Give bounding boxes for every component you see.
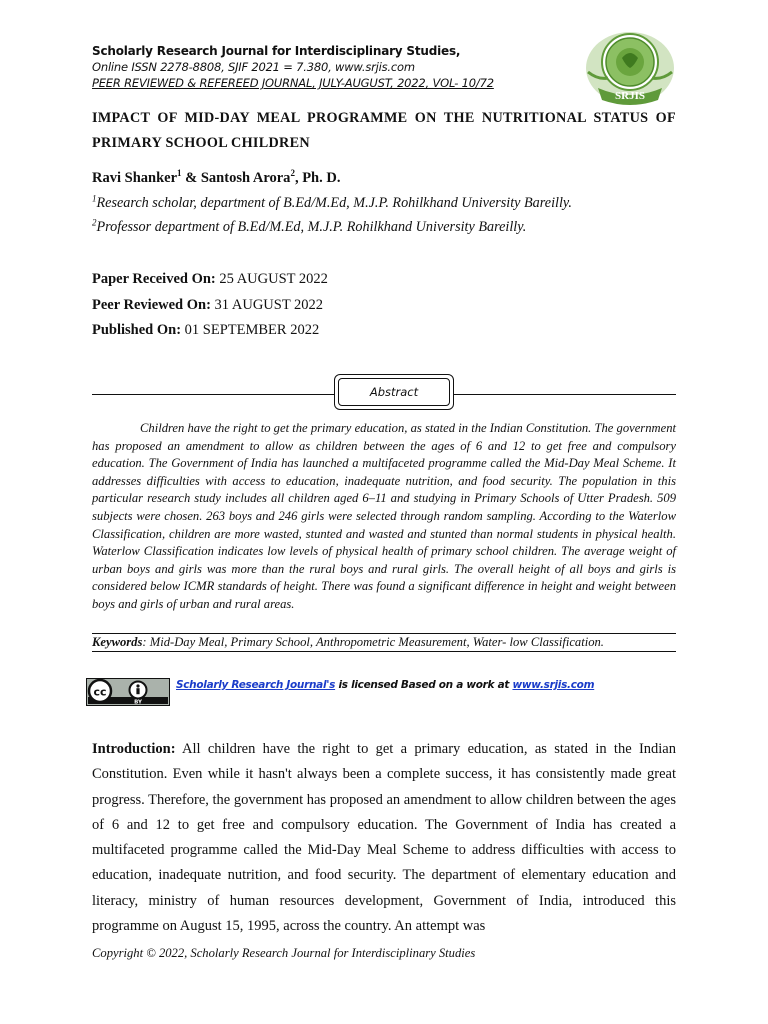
- srjis-site-link[interactable]: www.srjis.com: [512, 679, 595, 691]
- license-middle-text: is licensed Based on a work at: [335, 679, 513, 691]
- journal-volume: PEER REVIEWED & REFEREED JOURNAL, JULY-AUGUST, 2022, VOL- 10/72: [92, 76, 494, 90]
- keywords: [92, 634, 676, 651]
- affiliation-1: [92, 195, 572, 212]
- svg-text:cc: cc: [93, 685, 107, 699]
- paper-title: IMPACT OF MID-DAY MEAL PROGRAMME ON THE NUTRITIONAL STATUS OF PRIMARY SCHOOL CHILDREN: [92, 110, 676, 151]
- abstract-heading-box: [334, 374, 454, 410]
- received-label: Paper Received On:: [92, 271, 216, 287]
- introduction-label: Introduction:: [92, 741, 176, 757]
- abstract-rule-left: [92, 394, 335, 395]
- journal-name: Scholarly Research Journal for Interdisciplinary Studies,: [92, 44, 461, 58]
- affiliation-2-sup: 2: [92, 217, 97, 228]
- keywords-label: Keywords: [92, 635, 143, 649]
- author-2-sup: 2: [290, 168, 295, 179]
- journal-license-link[interactable]: Scholarly Research Journal's: [176, 679, 336, 691]
- author-2: Santosh Arora: [200, 170, 291, 186]
- reviewed-date: [92, 297, 323, 314]
- received-value: 25 AUGUST 2022: [215, 271, 328, 287]
- authors: [92, 170, 340, 187]
- received-date: [92, 271, 328, 288]
- keywords-text: : Mid-Day Meal, Primary School, Anthropometric Measurement, Water- low Classification.: [142, 635, 604, 649]
- journal-issn: Online ISSN 2278-8808, SJIF 2021 = 7.380, www.srjis.com: [92, 60, 415, 74]
- introduction-paragraph: [92, 737, 676, 939]
- introduction-text: All children have the right to get a primary education, as stated in the Indian Constitution. Even while it hasn't always been a complete success, it has consistently made great progress. Therefore, the government has proposed an amendment to allow children between the ages of 6 and 12 to get free and compulsory education. The Government of India has created a multifaceted programme called the Mid-Day Meal Scheme to address difficulties with access to education, inadequate nutrition, and food security. The department of elementary education and literacy, ministry of human resources development, Government of India, introduced this programme on August 15, 1995, across the country. An attempt was: [92, 741, 676, 935]
- author-1: Ravi Shanker: [92, 170, 178, 186]
- srjis-logo-icon: [584, 28, 676, 110]
- author-separator: &: [181, 170, 201, 186]
- abstract-text: Children have the right to get the primary education, as stated in the Indian Constitution. The government has proposed an amendment to allow as children between the ages of 6 and 12 to get free and compulsory education. The Government of India has launched a multifaceted programme called the Mid-Day Meal Scheme. It addresses difficulties with access to education, inadequate nutrition, and food security. The population in this particular research study includes all children aged 6–11 and studying in Primary Schools of Utter Pradesh. 509 subjects were chosen. 263 boys and 246 girls were selected through random sampling. According to the Waterlow Classification, children are more wasted, stunted and wasted and stunted than normal students in physical health. Waterlow Classification indicates low levels of physical health of primary school children. The average weight of urban boys and girls was more than the rural boys and rural girls. The overall height of all boys and girls is considered below ICMR standards of height. There was found a significant difference in height and weight between boys and girls of urban and rural areas.: [92, 421, 676, 611]
- published-label: Published On:: [92, 322, 182, 338]
- affiliation-1-sup: 1: [92, 193, 97, 204]
- reviewed-label: Peer Reviewed On:: [92, 297, 211, 313]
- reviewed-value: 31 AUGUST 2022: [210, 297, 324, 313]
- abstract-rule-right: [454, 394, 676, 395]
- published-value: 01 SEPTEMBER 2022: [181, 322, 320, 338]
- cc-by-license-icon: [86, 678, 170, 706]
- author-2-suffix: , Ph. D.: [294, 170, 341, 186]
- cc-badge-label: BY: [134, 699, 142, 706]
- keywords-rule-bottom: [92, 651, 676, 652]
- published-date: [92, 322, 319, 339]
- affiliation-2-text: Professor department of B.Ed/M.Ed, M.J.P. Rohilkhand University Bareilly.: [96, 219, 527, 235]
- copyright-footer: Copyright © 2022, Scholarly Research Journal for Interdisciplinary Studies: [92, 946, 476, 960]
- author-1-sup: 1: [177, 168, 182, 179]
- abstract-heading: Abstract: [338, 378, 450, 406]
- affiliation-1-text: Research scholar, department of B.Ed/M.Ed, M.J.P. Rohilkhand University Bareilly.: [96, 195, 572, 211]
- license-statement: [176, 679, 594, 691]
- logo-text: SRJIS: [615, 90, 645, 102]
- affiliation-2: [92, 219, 526, 236]
